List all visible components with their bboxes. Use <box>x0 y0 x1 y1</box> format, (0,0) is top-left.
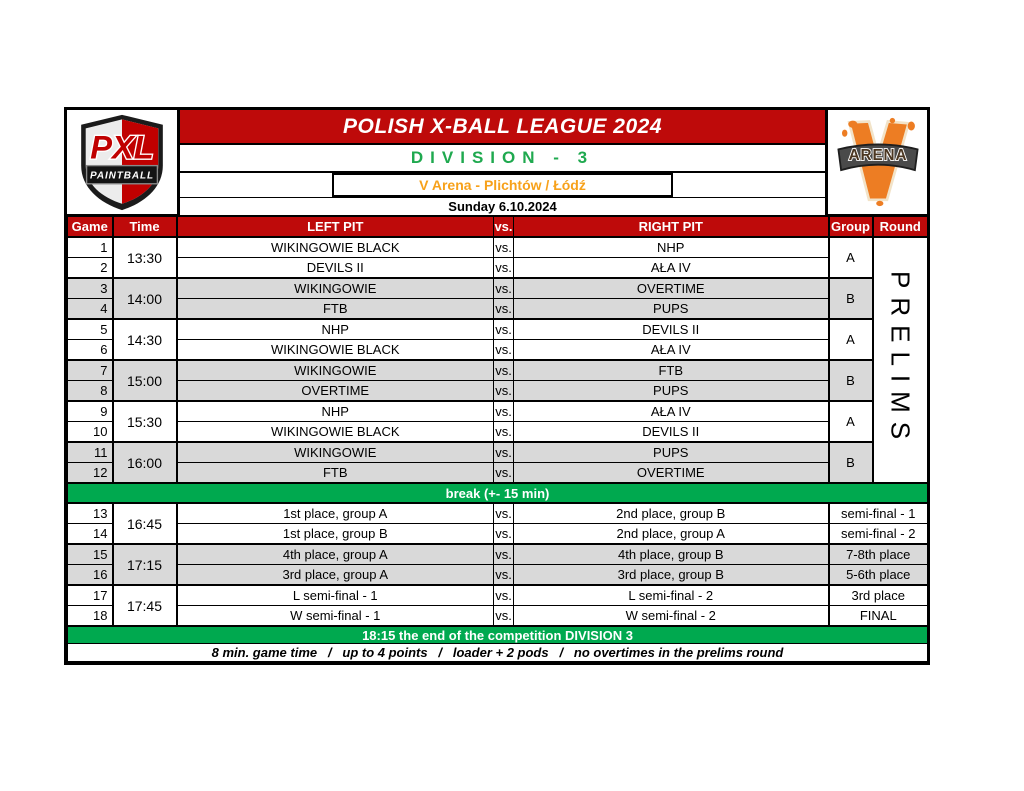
vs-cell: vs. <box>494 524 514 545</box>
right-pit-team: AŁA IV <box>514 258 829 279</box>
table-row <box>68 463 928 484</box>
game-number: 3 <box>68 278 113 299</box>
division-title: DIVISION - 3 <box>180 145 825 173</box>
time-cell: 15:30 <box>113 401 177 442</box>
table-row <box>68 503 928 524</box>
time-cell: 16:45 <box>113 503 177 544</box>
time-cell: 17:45 <box>113 585 177 626</box>
vs-cell: vs. <box>494 381 514 402</box>
table-row <box>68 565 928 586</box>
table-row <box>68 544 928 565</box>
game-number: 2 <box>68 258 113 279</box>
vs-cell: vs. <box>494 442 514 463</box>
round-cell: FINAL <box>829 606 928 627</box>
right-pit-team: FTB <box>514 360 829 381</box>
table-row <box>68 626 928 644</box>
left-pit-team: WIKINGOWIE <box>177 442 494 463</box>
table-row <box>68 524 928 545</box>
left-pit-team: L semi-final - 1 <box>177 585 494 606</box>
left-pit-team: OVERTIME <box>177 381 494 402</box>
right-pit-team: 4th place, group B <box>514 544 829 565</box>
table-row <box>68 299 928 320</box>
left-pit-team: 3rd place, group A <box>177 565 494 586</box>
group-cell: A <box>829 401 873 442</box>
arena-logo <box>825 110 927 214</box>
break-banner: break (+- 15 min) <box>68 483 928 503</box>
game-number: 15 <box>68 544 113 565</box>
prelims-vertical-label: PRELIMS <box>885 271 916 449</box>
game-number: 6 <box>68 340 113 361</box>
game-number: 17 <box>68 585 113 606</box>
vs-cell: vs. <box>494 422 514 443</box>
games-table <box>67 216 928 662</box>
right-pit-team: 2nd place, group A <box>514 524 829 545</box>
schedule-sheet <box>64 107 930 665</box>
group-cell: A <box>829 237 873 278</box>
right-pit-team: OVERTIME <box>514 463 829 484</box>
left-pit-team: WIKINGOWIE BLACK <box>177 340 494 361</box>
left-pit-team: 1st place, group A <box>177 503 494 524</box>
vs-cell: vs. <box>494 360 514 381</box>
col-header-game: Game <box>68 217 113 238</box>
right-pit-team: OVERTIME <box>514 278 829 299</box>
table-row <box>68 606 928 627</box>
left-pit-team: NHP <box>177 319 494 340</box>
round-prelims-cell <box>873 237 928 483</box>
vs-cell: vs. <box>494 340 514 361</box>
arena-word: ARENA <box>848 147 907 165</box>
col-header-vs: vs. <box>494 217 514 238</box>
left-pit-team: WIKINGOWIE BLACK <box>177 237 494 258</box>
table-row <box>68 422 928 443</box>
table-row <box>68 483 928 503</box>
game-number: 16 <box>68 565 113 586</box>
right-pit-team: W semi-final - 2 <box>514 606 829 627</box>
vs-cell: vs. <box>494 278 514 299</box>
table-row <box>68 585 928 606</box>
pxl-acronym: PXL <box>90 128 154 166</box>
arena-v-icon <box>833 116 923 208</box>
vs-cell: vs. <box>494 503 514 524</box>
event-date: Sunday 6.10.2024 <box>180 198 825 215</box>
right-pit-team: 3rd place, group B <box>514 565 829 586</box>
time-cell: 13:30 <box>113 237 177 278</box>
end-of-competition-banner: 18:15 the end of the competition DIVISION 3 <box>68 626 928 644</box>
right-pit-team: AŁA IV <box>514 340 829 361</box>
game-number: 13 <box>68 503 113 524</box>
vs-cell: vs. <box>494 319 514 340</box>
game-number: 14 <box>68 524 113 545</box>
group-cell: B <box>829 442 873 483</box>
game-number: 7 <box>68 360 113 381</box>
game-number: 12 <box>68 463 113 484</box>
left-pit-team: 4th place, group A <box>177 544 494 565</box>
left-pit-team: DEVILS II <box>177 258 494 279</box>
game-number: 8 <box>68 381 113 402</box>
table-row <box>68 644 928 662</box>
round-cell: 5-6th place <box>829 565 928 586</box>
table-row <box>68 442 928 463</box>
sheet-header <box>67 110 927 216</box>
time-cell: 15:00 <box>113 360 177 401</box>
time-cell: 16:00 <box>113 442 177 483</box>
round-cell: semi-final - 1 <box>829 503 928 524</box>
round-cell: 7-8th place <box>829 544 928 565</box>
round-cell: semi-final - 2 <box>829 524 928 545</box>
vs-cell: vs. <box>494 585 514 606</box>
col-header-right-pit: RIGHT PIT <box>514 217 829 238</box>
right-pit-team: L semi-final - 2 <box>514 585 829 606</box>
time-cell: 14:30 <box>113 319 177 360</box>
right-pit-team: DEVILS II <box>514 422 829 443</box>
col-header-round: Round <box>873 217 928 238</box>
table-row <box>68 401 928 422</box>
left-pit-team: NHP <box>177 401 494 422</box>
group-cell: B <box>829 278 873 319</box>
pxl-word: PAINTBALL <box>90 170 154 182</box>
right-pit-team: DEVILS II <box>514 319 829 340</box>
table-row <box>68 278 928 299</box>
table-row <box>68 340 928 361</box>
col-header-group: Group <box>829 217 873 238</box>
vs-cell: vs. <box>494 606 514 627</box>
vs-cell: vs. <box>494 299 514 320</box>
group-cell: B <box>829 360 873 401</box>
pxl-shield-icon <box>76 113 168 211</box>
right-pit-team: 2nd place, group B <box>514 503 829 524</box>
table-row <box>68 319 928 340</box>
left-pit-team: WIKINGOWIE BLACK <box>177 422 494 443</box>
game-number: 10 <box>68 422 113 443</box>
vs-cell: vs. <box>494 544 514 565</box>
left-pit-team: FTB <box>177 299 494 320</box>
col-header-left-pit: LEFT PIT <box>177 217 494 238</box>
table-row <box>68 360 928 381</box>
table-row <box>68 237 928 258</box>
right-pit-team: NHP <box>514 237 829 258</box>
time-cell: 14:00 <box>113 278 177 319</box>
right-pit-team: PUPS <box>514 299 829 320</box>
vs-cell: vs. <box>494 237 514 258</box>
header-center <box>180 110 825 214</box>
venue-label: V Arena - Plichtów / Łódź <box>332 173 674 197</box>
vs-cell: vs. <box>494 463 514 484</box>
rules-note: 8 min. game time / up to 4 points / loader + 2 pods / no overtimes in the prelims round <box>68 644 928 662</box>
league-title: POLISH X-BALL LEAGUE 2024 <box>180 110 825 145</box>
game-number: 1 <box>68 237 113 258</box>
time-cell: 17:15 <box>113 544 177 585</box>
right-pit-team: AŁA IV <box>514 401 829 422</box>
col-header-time: Time <box>113 217 177 238</box>
left-pit-team: FTB <box>177 463 494 484</box>
table-row <box>68 258 928 279</box>
left-pit-team: WIKINGOWIE <box>177 278 494 299</box>
group-cell: A <box>829 319 873 360</box>
game-number: 4 <box>68 299 113 320</box>
right-pit-team: PUPS <box>514 442 829 463</box>
pxl-logo <box>67 110 180 214</box>
game-number: 5 <box>68 319 113 340</box>
game-number: 11 <box>68 442 113 463</box>
left-pit-team: 1st place, group B <box>177 524 494 545</box>
vs-cell: vs. <box>494 565 514 586</box>
vs-cell: vs. <box>494 401 514 422</box>
game-number: 18 <box>68 606 113 627</box>
left-pit-team: W semi-final - 1 <box>177 606 494 627</box>
table-row <box>68 381 928 402</box>
round-cell: 3rd place <box>829 585 928 606</box>
game-number: 9 <box>68 401 113 422</box>
venue-row <box>180 173 825 198</box>
vs-cell: vs. <box>494 258 514 279</box>
column-header-row <box>68 217 928 238</box>
left-pit-team: WIKINGOWIE <box>177 360 494 381</box>
right-pit-team: PUPS <box>514 381 829 402</box>
